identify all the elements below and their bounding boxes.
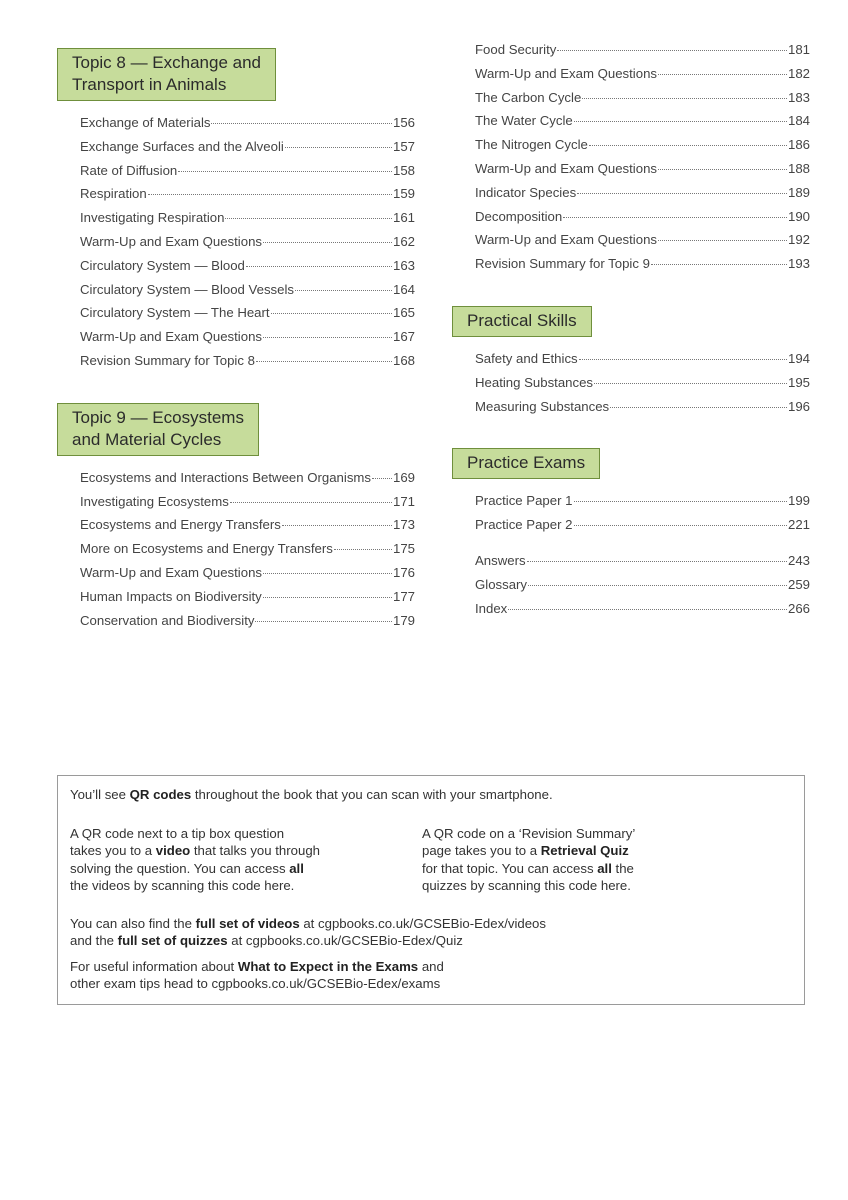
dot-leader (372, 478, 392, 479)
toc-entry-page: 159 (392, 186, 415, 202)
toc-entry (80, 565, 415, 589)
toc-entry-title: Exchange Surfaces and the Alveoli (80, 138, 284, 154)
dot-leader (579, 359, 787, 360)
toc-entry-title: More on Ecosystems and Energy Transfers (80, 541, 333, 557)
toc-entry-title: Conservation and Biodiversity (80, 612, 255, 628)
toc-entry-title: Warm-Up and Exam Questions (475, 232, 657, 248)
dot-leader (574, 121, 787, 122)
dot-leader (148, 194, 392, 195)
toc-entry-page: 221 (787, 517, 810, 533)
toc-entry-page: 165 (392, 305, 415, 321)
dot-leader (563, 217, 787, 218)
dot-leader (589, 145, 787, 146)
toc-entry (475, 493, 810, 517)
qr-quiz-text: A QR code on a ‘Revision Summary’ page takes you to a Retrieval Quiz for that topic. You can access all the quizzes by scanning this code here. (422, 825, 636, 893)
left-column (57, 48, 415, 636)
dot-leader (225, 218, 392, 219)
toc-entry (475, 375, 810, 399)
dot-leader (528, 585, 787, 586)
toc-entry (475, 209, 810, 233)
toc-entry-title: Food Security (475, 42, 557, 57)
topic8-list (57, 115, 415, 377)
toc-entry-page: 186 (787, 137, 810, 153)
dot-leader (610, 407, 787, 408)
toc-entry-page: 196 (787, 398, 810, 414)
topic9-list (57, 470, 415, 637)
toc-entry-page: 243 (787, 552, 810, 568)
toc-entry-page: 194 (787, 350, 810, 366)
dot-leader (263, 337, 392, 338)
toc-entry-title: Safety and Ethics (475, 350, 578, 366)
dot-leader (508, 609, 787, 610)
toc-entry (475, 42, 810, 66)
toc-entry-title: Human Impacts on Biodiversity (80, 588, 262, 604)
toc-entry (80, 305, 415, 329)
dot-leader (285, 147, 392, 148)
qr-links-text: You can also find the full set of videos at cgpbooks.co.uk/GCSEBio-Edex/videos and the full set of quizzes at cgpbooks.co.uk/GCSEBio-Edex/Quiz (70, 915, 546, 948)
dot-leader (246, 266, 392, 267)
topic9-continued-list (452, 42, 810, 280)
toc-entry (475, 161, 810, 185)
toc-entry-title: Indicator Species (475, 184, 577, 200)
toc-entry-title: Revision Summary for Topic 9 (475, 256, 650, 272)
dot-leader (263, 573, 392, 574)
dot-leader (178, 171, 392, 172)
toc-entry (475, 232, 810, 256)
toc-entry-page: 158 (392, 162, 415, 178)
toc-entry-page: 175 (392, 541, 415, 557)
toc-entry-title: Warm-Up and Exam Questions (80, 564, 262, 580)
toc-entry-page: 156 (392, 115, 415, 130)
toc-entry-title: Warm-Up and Exam Questions (80, 233, 262, 249)
toc-entry-page: 189 (787, 184, 810, 200)
toc-entry-page: 171 (392, 493, 415, 509)
toc-entry-page: 167 (392, 329, 415, 345)
toc-entry-page: 181 (787, 42, 810, 57)
practical-skills-list (452, 351, 810, 422)
toc-entry-title: Rate of Diffusion (80, 162, 178, 178)
dot-leader (574, 501, 787, 502)
qr-info-box (57, 775, 805, 1005)
toc-entry (80, 589, 415, 613)
toc-entry (80, 115, 415, 139)
toc-entry (475, 577, 810, 601)
toc-entry-title: Circulatory System — The Heart (80, 305, 270, 321)
topic9-header: Topic 9 — Ecosystems and Material Cycles (57, 403, 259, 456)
toc-entry (80, 210, 415, 234)
toc-entry-title: Practice Paper 2 (475, 517, 573, 533)
toc-entry-title: Investigating Ecosystems (80, 493, 229, 509)
dot-leader (658, 240, 787, 241)
toc-entry-title: Investigating Respiration (80, 210, 225, 226)
dot-leader (271, 313, 392, 314)
toc-entry (80, 329, 415, 353)
qr-columns (70, 825, 792, 895)
toc-entry-title: Ecosystems and Interactions Between Organisms (80, 469, 371, 485)
dot-leader (527, 561, 787, 562)
dot-leader (651, 264, 787, 265)
toc-entry-title: The Water Cycle (475, 113, 573, 129)
toc-entry (80, 234, 415, 258)
toc-entry-page: 190 (787, 208, 810, 224)
toc-entry-page: 188 (787, 160, 810, 176)
toc-entry (80, 163, 415, 187)
dot-leader (211, 123, 392, 124)
toc-entry-page: 195 (787, 374, 810, 390)
toc-entry-page: 183 (787, 89, 810, 105)
back-matter-list (452, 553, 810, 624)
toc-entry-title: Exchange of Materials (80, 115, 211, 130)
dot-leader (230, 502, 392, 503)
toc-entry-title: Warm-Up and Exam Questions (475, 65, 657, 81)
toc-entry-page: 161 (392, 210, 415, 226)
dot-leader (577, 193, 787, 194)
toc-entry-title: Decomposition (475, 208, 563, 224)
qr-video-text: A QR code next to a tip box question takes you to a video that talks you through solving the question. You can access all the videos by scanning this code here. (70, 825, 320, 893)
toc-entry-page: 177 (392, 588, 415, 604)
toc-entry (475, 517, 810, 541)
toc-entry (475, 256, 810, 280)
toc-entry-title: Respiration (80, 186, 147, 202)
toc-entry-title: Warm-Up and Exam Questions (475, 160, 657, 176)
toc-entry-page: 182 (787, 65, 810, 81)
toc-entry-page: 199 (787, 493, 810, 509)
exam-tips-text: For useful information about What to Expect in the Exams and other exam tips head to cgpbooks.co.uk/GCSEBio-Edex/exams (70, 958, 444, 991)
practice-exams-header: Practice Exams (452, 448, 600, 479)
toc-entry (80, 613, 415, 637)
topic8-header: Topic 8 — Exchange and Transport in Animals (57, 48, 276, 101)
toc-entry (80, 541, 415, 565)
toc-entry-title: Index (475, 600, 508, 616)
toc-entry (80, 470, 415, 494)
toc-entry-title: Ecosystems and Energy Transfers (80, 517, 281, 533)
toc-entry-page: 173 (392, 517, 415, 533)
toc-entry-title: Heating Substances (475, 374, 594, 390)
toc-entry (80, 186, 415, 210)
toc-entry-title: The Nitrogen Cycle (475, 137, 588, 153)
toc-entry-page: 176 (392, 564, 415, 580)
dot-leader (658, 169, 787, 170)
dot-leader (334, 549, 392, 550)
toc-entry-title: Circulatory System — Blood Vessels (80, 281, 295, 297)
toc-entry-page: 193 (787, 256, 810, 272)
toc-entry-page: 192 (787, 232, 810, 248)
toc-entry (80, 353, 415, 377)
dot-leader (557, 50, 787, 51)
toc-entry-title: Revision Summary for Topic 8 (80, 352, 255, 368)
practice-exams-list (452, 493, 810, 541)
toc-entry (80, 494, 415, 518)
dot-leader (255, 621, 392, 622)
toc-entry (475, 601, 810, 625)
dot-leader (282, 525, 392, 526)
toc-entry-page: 163 (392, 257, 415, 273)
dot-leader (574, 525, 787, 526)
toc-entry-title: Practice Paper 1 (475, 493, 573, 509)
toc-entry (80, 139, 415, 163)
toc-entry-title: The Carbon Cycle (475, 89, 582, 105)
toc-entry (475, 66, 810, 90)
toc-entry (80, 517, 415, 541)
toc-entry (475, 351, 810, 375)
toc-entry (80, 258, 415, 282)
qr-intro: You’ll see QR codes throughout the book that you can scan with your smartphone. (70, 787, 553, 802)
toc-entry-title: Glossary (475, 576, 528, 592)
dot-leader (594, 383, 787, 384)
toc-entry (475, 399, 810, 423)
toc-entry-page: 179 (392, 612, 415, 628)
toc-entry-page: 259 (787, 576, 810, 592)
toc-entry-page: 157 (392, 138, 415, 154)
toc-entry-page: 266 (787, 600, 810, 616)
dot-leader (263, 242, 392, 243)
toc-entry-page: 168 (392, 352, 415, 368)
toc-entry-title: Answers (475, 552, 526, 568)
dot-leader (582, 98, 787, 99)
dot-leader (263, 597, 392, 598)
toc-entry-page: 169 (392, 469, 415, 485)
dot-leader (658, 74, 787, 75)
toc-entry-title: Warm-Up and Exam Questions (80, 329, 262, 345)
toc-entry (475, 137, 810, 161)
practical-skills-header: Practical Skills (452, 306, 592, 337)
toc-entry (475, 113, 810, 137)
toc-entry (475, 185, 810, 209)
toc-entry (475, 553, 810, 577)
toc-entry (80, 282, 415, 306)
toc-entry-page: 184 (787, 113, 810, 129)
right-column (452, 42, 810, 624)
toc-entry-title: Measuring Substances (475, 398, 610, 414)
dot-leader (295, 290, 392, 291)
toc-entry-page: 162 (392, 233, 415, 249)
toc-entry (475, 90, 810, 114)
toc-entry-title: Circulatory System — Blood (80, 257, 245, 273)
toc-entry-page: 164 (392, 281, 415, 297)
dot-leader (256, 361, 392, 362)
